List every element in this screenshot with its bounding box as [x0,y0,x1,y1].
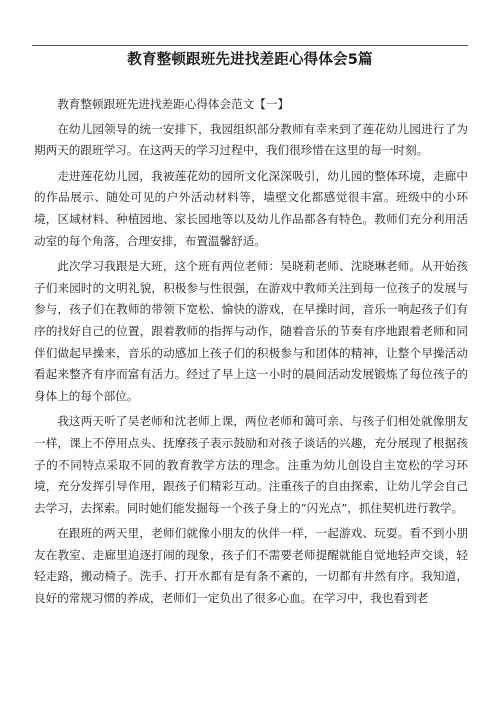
section-heading: 教育整顿跟班先进找差距心得体会范文【一】 [57,97,290,111]
document-title: 教育整顿跟班先进找差距心得体会5篇 [127,52,373,68]
header-rule [32,45,468,46]
body-paragraph: 我这两天听了吴老师和沈老师上课，两位老师和蔼可亲、与孩子们相处就像朋友一样，课上不停用点头、抚摩孩子表示鼓励和对孩子谈话的兴趣，充分展现了根据孩子的不同特点采取不同的教育教学方法的理念。注重为幼儿创设自主宽松的学习环境，充分发挥引导作用，跟孩子们精彩互动。注重孩子的自由探索，让幼儿学会自己去学习，去探索。同时她们能发掘每一个孩子身上的“闪光点”，抓住契机进行教学。 [34,414,468,515]
document-body [34,94,468,614]
body-paragraph: 在跟班的两天里，老师们就像小朋友的伙伴一样，一起游戏、玩耍。看不到小朋友在教室、走廊里追逐打闹的现象，孩子们不需要老师提醒就能自觉地轻声交谈，轻轻走路，搬动椅子。洗手、打开水都有是有条不紊的，一切都有井然有序。我知道，良好的常规习惯的养成，老师们一定负出了很多心血。在学习中，我也看到老 [34,526,468,606]
body-paragraph: 走进莲花幼儿园，我被莲花幼的园所文化深深吸引，幼儿园的整体环境，走廊中的作品展示、随处可见的户外活动材料等，墙壁文化都感觉很丰富。班级中的小环境，区域材料、种植园地、家长园地等以及幼儿作品都各有特色。教师们充分利用活动室的每个角落，合理安排，布置温馨舒适。 [34,168,468,248]
body-paragraph: 在幼儿园领导的统一安排下，我园组织部分教师有幸来到了莲花幼儿园进行了为期两天的跟班学习。在这两天的学习过程中，我们很珍惜在这里的每一时刻。 [34,121,468,158]
body-paragraph: 此次学习我跟是大班，这个班有两位老师：吴晓莉老师、沈晓琳老师。从开始孩子们来园时的文明礼貌，积极参与性很强，在游戏中教师关注到每一位孩子的发展与参与，孩子们在教师的带领下宽松、愉快的游戏，在早操时间，音乐一响起孩子们有序的找好自己的位置，跟着教师的指挥与动作，随着音乐的节奏有序地跟着老师和同伴们做起早操来，音乐的动感加上孩子们的积极参与和团体的精神，让整个早操活动看起来整齐有序而富有活力。经过了早上这一小时的晨间活动发展锻炼了每位孩子的身体上的每个部位。 [34,259,468,403]
